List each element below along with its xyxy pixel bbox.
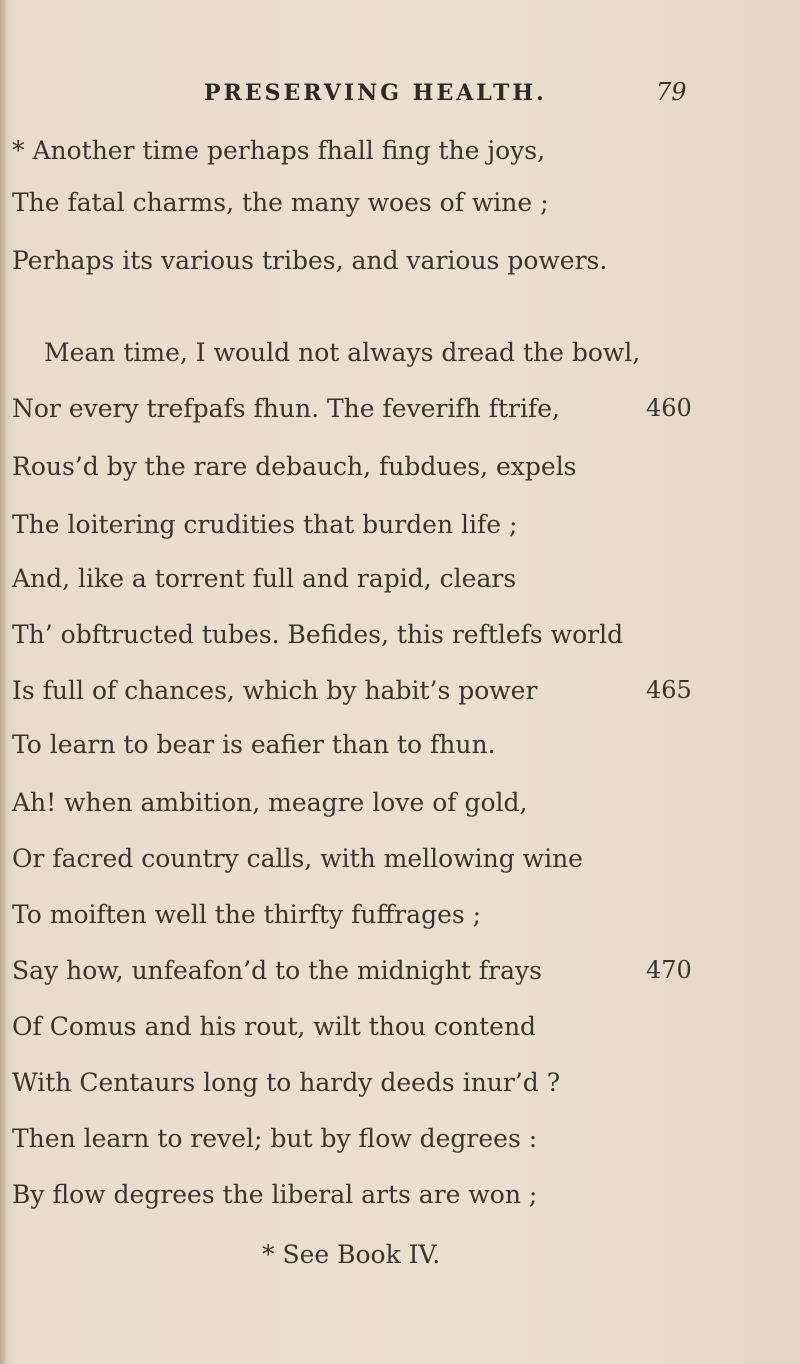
verse-line: To learn to bear is eafier than to fhun. xyxy=(12,730,496,759)
line-number: 465 xyxy=(646,676,692,704)
verse-line: Then learn to revel; but by flow degrees : xyxy=(12,1124,538,1153)
running-title: PRESERVING HEALTH. xyxy=(204,80,547,106)
verse-line: Say how, unfeafon’d to the midnight frays xyxy=(12,956,542,985)
verse-line: Mean time, I would not always dread the bowl, xyxy=(44,338,641,367)
verse-line: Rous’d by the rare debauch, fubdues, expels xyxy=(12,452,577,481)
verse-line: Th’ obftructed tubes. Befides, this reftlefs world xyxy=(12,620,624,649)
verse-line: Nor every trefpafs fhun. The feverifh ftrife, xyxy=(12,394,560,423)
verse-line: With Centaurs long to hardy deeds inur’d ? xyxy=(12,1068,561,1097)
page-number: 79 xyxy=(656,78,687,106)
verse-line: And, like a torrent full and rapid, clears xyxy=(12,564,517,593)
verse-line: Is full of chances, which by habit’s power xyxy=(12,676,538,705)
verse-line: To moiften well the thirfty fuffrages ; xyxy=(12,900,482,929)
footnote: * See Book IV. xyxy=(262,1240,441,1269)
verse-line: Perhaps its various tribes, and various powers. xyxy=(12,246,608,275)
verse-line: Ah! when ambition, meagre love of gold, xyxy=(12,788,528,817)
verse-line: Or facred country calls, with mellowing wine xyxy=(12,844,583,873)
verse-line: The loitering crudities that burden life ; xyxy=(12,510,518,539)
page-gutter xyxy=(0,0,6,1364)
line-number: 460 xyxy=(646,394,692,422)
verse-line: By flow degrees the liberal arts are won ; xyxy=(12,1180,538,1209)
verse-line: The fatal charms, the many woes of wine ; xyxy=(12,188,549,217)
verse-line: Of Comus and his rout, wilt thou contend xyxy=(12,1012,537,1041)
line-number: 470 xyxy=(646,956,692,984)
verse-line: * Another time perhaps fhall fing the joys, xyxy=(12,136,546,165)
